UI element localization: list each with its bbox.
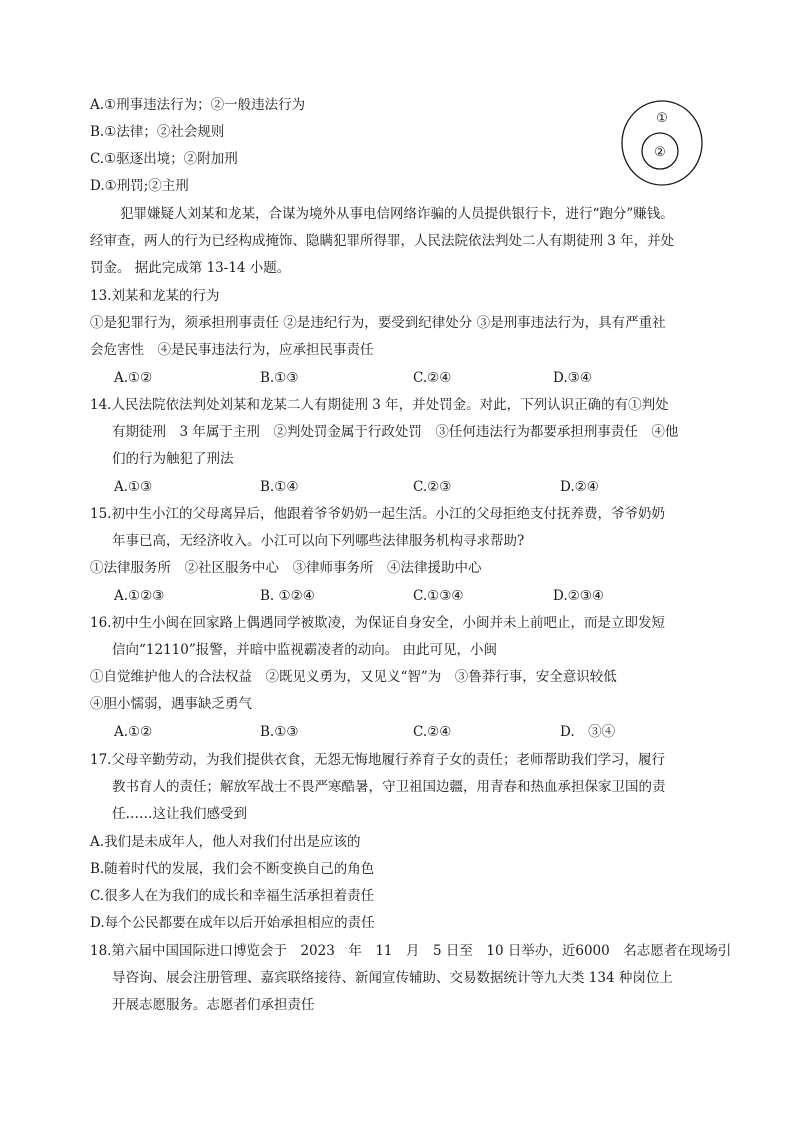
question-17-option-b: B.随着时代的发展，我们会不断变换自己的角色 [90,861,375,877]
question-18-stem: 导咨询、展会注册管理、嘉宾联络接待、新闻宣传辅助、交易数据统计等九大类 134 种岗位上 [112,970,673,986]
material-text: 犯罪嫌疑人刘某和龙某，合谋为境外从事电信网络诈骗的人员提供银行卡，进行“跑分”赚钱。 [120,206,674,222]
question-17-option-d: D.每个公民都要在成年以后开始承担相应的责任 [90,915,375,931]
option-line: B.①法律；②社会规则 [90,124,225,140]
question-14-stem: 有期徒刑 3 年属于主刑 ②判处罚金属于行政处罚 ③任何违法行为都要承担刑事责任 ④他 [112,424,679,440]
question-15-option-b: B. ①②④ [260,588,315,604]
question-18-stem: 开展志愿服务。志愿者们承担责任 [112,997,315,1013]
question-13-option-d: D.③④ [553,370,592,386]
question-16-stem: 信向“12110”报警，并暗中监视霸凌者的动向。 由此可见，小闽 [112,642,498,658]
option-line: C.①驱逐出境；②附加刑 [90,151,238,167]
question-15-stem: 15.初中生小江的父母离异后，他跟着爷爷奶奶一起生活。小江的父母拒绝支付抚养费，爷爷奶奶 [90,506,665,522]
question-13-item: 会危害性 ④是民事违法行为，应承担民事责任 [90,342,374,358]
question-15-option-d: D.②③④ [553,588,604,604]
question-14-option-a: A.①③ [114,479,153,495]
question-13-stem: 13.刘某和龙某的行为 [90,288,220,304]
question-16-item: ④胆小懦弱，遇事缺乏勇气 [90,696,252,712]
question-16-option-b: B.①③ [260,724,299,740]
question-14-stem: 们的行为触犯了刑法 [112,451,234,467]
question-17-stem: 任……这让我们感受到 [112,806,247,822]
question-14-option-c: C.②③ [413,479,452,495]
question-16-option-d: D. ③④ [560,724,616,740]
inner-circle-label: ② [654,145,666,160]
question-14-option-d: D.②④ [560,479,599,495]
question-13-item: ①是犯罪行为，须承担刑事责任 ②是违纪行为，要受到纪律处分 ③是刑事违法行为，具有严重社 [90,315,666,331]
question-15-option-a: A.①②③ [114,588,165,604]
question-16-option-c: C.②④ [413,724,452,740]
outer-circle-label: ① [656,111,668,126]
question-18-stem: 18.第六届中国国际进口博览会于 2023 年 11 月 5 日至 10 日举办，近6000 名志愿者在现场引 [90,943,732,959]
question-15-option-c: C.①③④ [413,588,464,604]
question-16-stem: 16.初中生小闽在回家路上偶遇同学被欺凌，为保证自身安全，小闽并未上前吧止，而是立即发短 [90,615,665,631]
material-text: 罚金。 据此完成第 13-14 小题。 [90,260,291,276]
question-15-stem: 年事已高，无经济收入。小江可以向下列哪些法律服务机构寻求帮助? [112,533,525,549]
question-13-option-b: B.①③ [260,370,299,386]
question-16-item: ①自觉维护他人的合法权益 ②既见义勇为，又见义“智”为 ③鲁莽行事，安全意识较低 [90,669,617,685]
option-line: A.①刑事违法行为；②一般违法行为 [90,97,306,113]
option-line: D.①刑罚;②主刑 [90,178,189,194]
question-13-option-c: C.②④ [413,370,452,386]
question-17-option-c: C.很多人在为我们的成长和幸福生活承担着责任 [90,888,375,904]
question-17-option-a: A.我们是未成年人，他人对我们付出是应该的 [90,834,361,850]
material-text: 经审查，两人的行为已经构成掩饰、隐瞒犯罪所得罪，人民法院依法判处二人有期徒刑 3 年，并处 [90,233,675,249]
question-14-option-b: B.①④ [260,479,299,495]
question-13-option-a: A.①② [114,370,153,386]
question-17-stem: 17.父母辛勤劳动，为我们提供衣食，无怨无悔地履行养育子女的责任；老师帮助我们学习，履行 [90,752,665,768]
question-17-stem: 教书育人的责任；解放军战士不畏严寒酷暑，守卫祖国边疆，用青春和热血承担保家卫国的责 [112,779,666,795]
question-15-item: ①法律服务所 ②社区服务中心 ③律师事务所 ④法律援助中心 [90,560,482,576]
question-14-stem: 14.人民法院依法判处刘某和龙某二人有期徒刑 3 年，并处罚金。对此，下列认识正确的有①判处 [90,397,669,413]
nested-circle-diagram [619,98,705,188]
question-16-option-a: A.①② [114,724,153,740]
